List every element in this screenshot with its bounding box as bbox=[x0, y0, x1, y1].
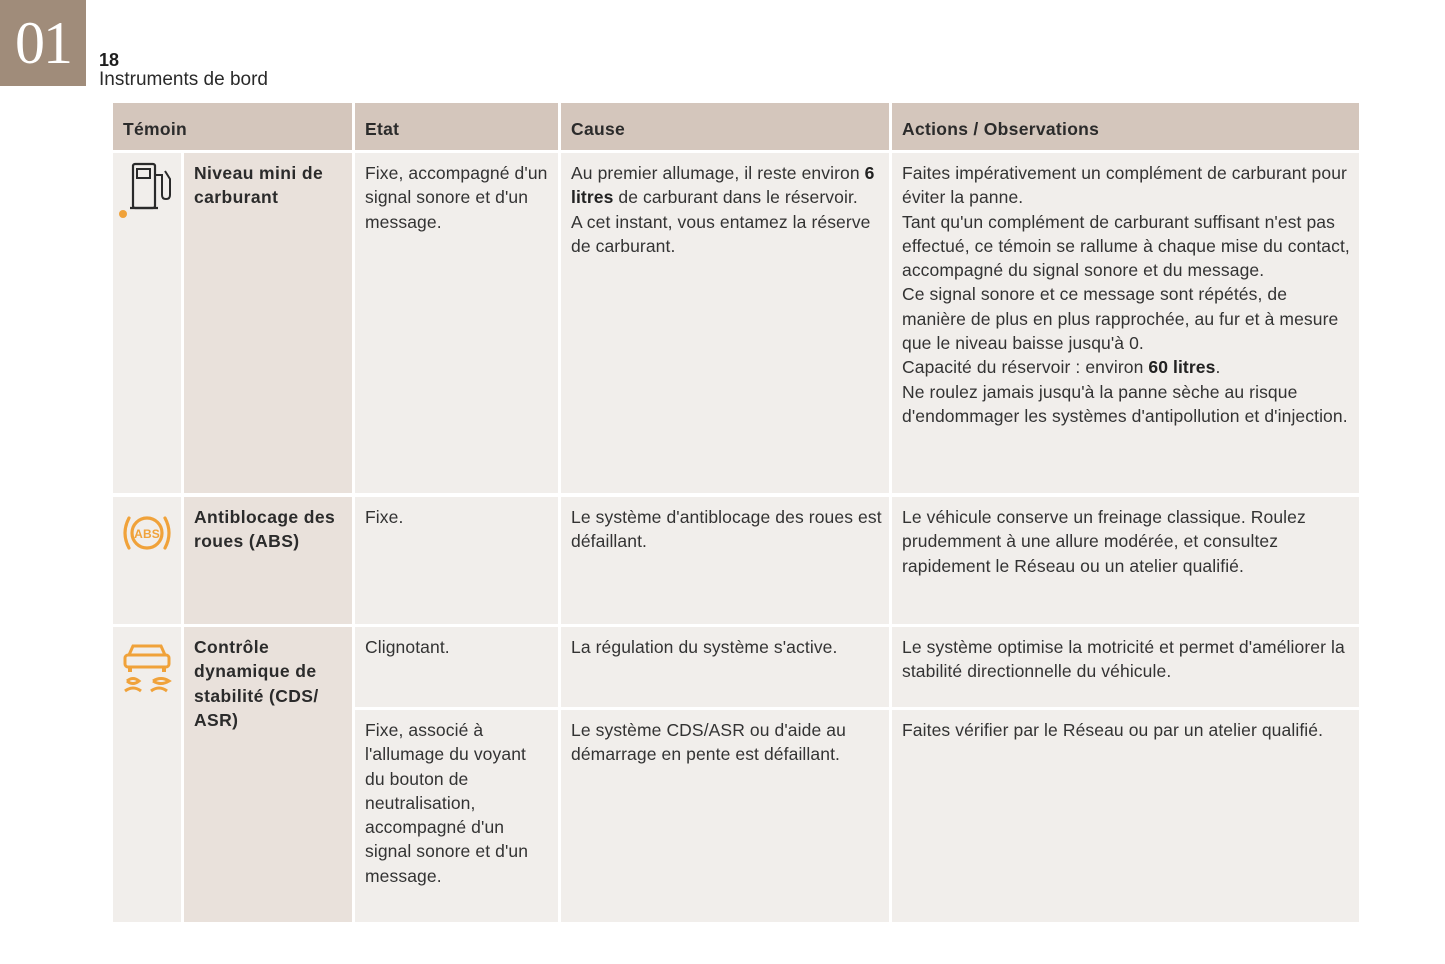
actions-fuel-para-1: Faites impérativement un complément de carburant pour éviter la panne. bbox=[902, 163, 1347, 208]
actions-fuel-para-5: Ne roulez jamais jusqu'à la panne sèche au risque d'endommager les systèmes d'antipollution et d'injection. bbox=[902, 381, 1348, 426]
cause-stability-1: La régulation du système s'active. bbox=[561, 627, 889, 707]
etat-abs: Fixe. bbox=[355, 497, 558, 624]
cause-abs: Le système d'antiblocage des roues est défaillant. bbox=[561, 497, 889, 624]
etat-fuel: Fixe, accompagné d'un signal sonore et d'un message. bbox=[355, 153, 558, 493]
etat-stability-2: Fixe, associé à l'allumage du voyant du bouton de neutralisation, accompagné d'un signal sonore et d'un message. bbox=[355, 710, 558, 922]
column-header-etat: Etat bbox=[355, 103, 558, 150]
abs-icon-cell bbox=[113, 497, 181, 624]
abs-warning-icon bbox=[117, 509, 177, 557]
fuel-icon-cell bbox=[113, 153, 181, 493]
column-header-actions: Actions / Observations bbox=[892, 103, 1359, 150]
actions-stability-2: Faites vérifier par le Réseau ou par un atelier qualifié. bbox=[892, 710, 1359, 922]
stability-icon-cell bbox=[113, 627, 181, 922]
stability-control-icon bbox=[119, 641, 175, 699]
fuel-pump-icon bbox=[129, 159, 179, 217]
actions-stability-1: Le système optimise la motricité et permet d'améliorer la stabilité directionnelle du véhicule. bbox=[892, 627, 1359, 707]
actions-fuel-para-2: Tant qu'un complément de carburant suffisant n'est pas effectué, ce témoin se rallume à chaque mise du contact, accompagné du signal sonore et du message. bbox=[902, 211, 1350, 281]
abs-icon-text: ABS bbox=[134, 527, 160, 541]
orange-indicator-dot bbox=[118, 209, 128, 219]
chapter-tab: 01 bbox=[0, 0, 86, 86]
page-number: 18 bbox=[99, 50, 120, 70]
etat-stability-1: Clignotant. bbox=[355, 627, 558, 707]
cause-stability-2: Le système CDS/ASR ou d'aide au démarrage en pente est défaillant. bbox=[561, 710, 889, 922]
cause-fuel-line-2: A cet instant, vous entamez la réserve de carburant. bbox=[571, 211, 871, 256]
row-label-abs: Antiblocage des roues (ABS) bbox=[184, 497, 352, 624]
column-header-temoin: Témoin bbox=[113, 103, 352, 150]
column-header-cause: Cause bbox=[561, 103, 889, 150]
section-title: Instruments de bord bbox=[99, 69, 268, 90]
actions-fuel-para-4: Capacité du réservoir : environ 60 litres. bbox=[902, 357, 1221, 378]
row-label-fuel: Niveau mini de carburant bbox=[184, 153, 352, 493]
actions-fuel-para-3: Ce signal sonore et ce message sont répétés, de manière de plus en plus rapprochée, au fur et à mesure que le niveau baisse jusqu'à 0. bbox=[902, 284, 1339, 354]
actions-fuel bbox=[892, 153, 1359, 493]
cause-fuel-line-1: Au premier allumage, il reste environ 6 litres de carburant dans le réservoir. bbox=[571, 163, 875, 208]
actions-abs: Le véhicule conserve un freinage classique. Roulez prudemment à une allure modérée, et consultez rapidement le Réseau ou un atelier qualifié. bbox=[892, 497, 1359, 624]
cause-fuel bbox=[561, 153, 889, 493]
row-label-stability: Contrôle dynamique de stabilité (CDS/ ASR) bbox=[184, 627, 352, 922]
